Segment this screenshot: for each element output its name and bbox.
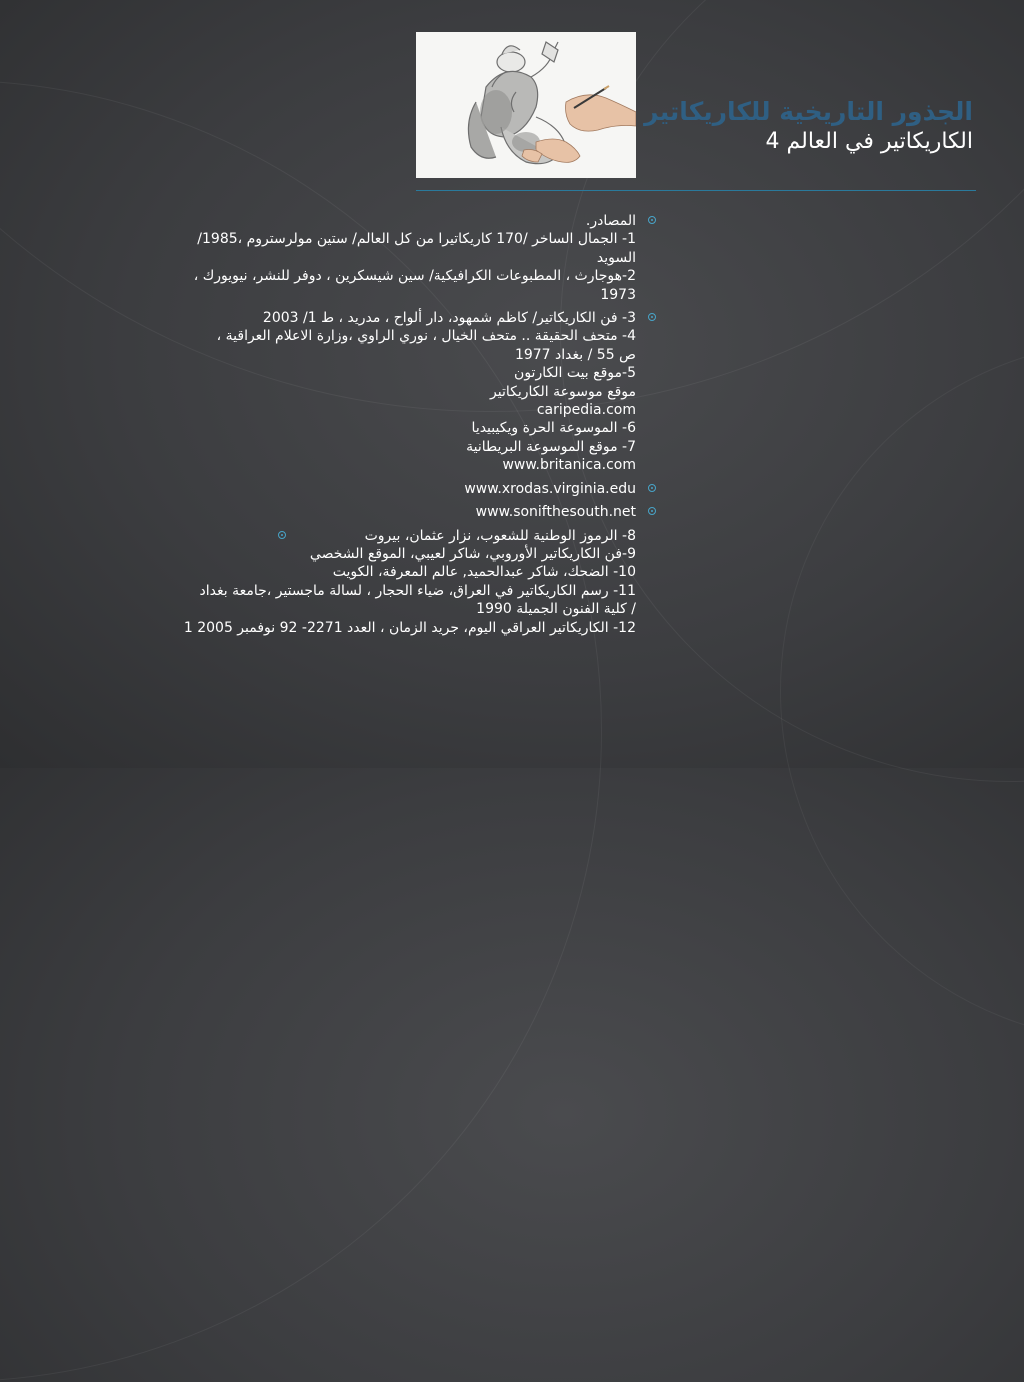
list-item [156,309,656,475]
reference-line: المصادر. [585,213,636,229]
reference-line: 6- الموسوعة الحرة ويكيبيديا [471,420,636,437]
list-item [96,212,656,304]
reference-line: 10- الضحك، شاكر عبدالحميد, عالم المعرفة، الكويت [332,564,636,581]
reference-link[interactable]: www.britanica.com [502,457,636,474]
caricature-image [416,32,636,178]
title-divider [416,190,976,191]
list-item [96,527,656,637]
reference-line: ص 55 / بغداد 1977 [514,346,636,363]
reference-line: / كلية الفنون الجميلة 1990 [476,601,636,618]
reference-line: 8- الرموز الوطنية للشعوب، نزار عثمان، بيروت [364,527,636,544]
reference-link[interactable]: www.sonifthesouth.net [475,504,636,521]
bullet-icon [648,484,656,492]
reference-line: 12- الكاريكاتير العراقي اليوم، جريد الزمان ، العدد 2271- 92 نوفمبر 2005 1 [183,619,636,636]
bullet-icon [648,507,656,515]
reference-line: 5-موقع بيت الكارتون [514,365,636,382]
reference-line: 1- الجمال الساخر /170 كاريكاتيرا من كل العالم/ ستين مولرستروم ،1985/ [197,231,636,248]
reference-line: 9-فن الكاريكاتير الأوروبي، شاكر لعيبي، الموقع الشخصي [309,545,636,562]
reference-link[interactable]: www.xrodas.virginia.edu [464,480,636,497]
slide-header [644,96,973,156]
bullet-icon [648,313,656,321]
reference-line: موقع موسوعة الكاريكاتير [490,383,636,400]
reference-line: 3- فن الكاريكاتير/ كاظم شمهود، دار ألواح ، مدريد ، ط 1/ 2003 [262,310,636,327]
reference-line: 2-هوجارث ، المطبوعات الكرافيكية/ سين شيسكرين ، دوفر للنشر، نيويورك ، [193,268,636,285]
slide-subtitle: الكاريكاتير في العالم 4 [765,129,973,154]
reference-line: 4- متحف الحقيقة .. متحف الخيال ، نوري الراوي ،وزارة الاعلام العراقية ، [216,328,636,345]
references-list [96,212,656,642]
reference-line: 7- موقع الموسوعة البريطانية [466,438,636,455]
reference-line: 11- رسم الكاريكاتير في العراق، ضياء الحجار ، لسالة ماجستير ،جامعة بغداد [199,582,636,599]
list-item [426,503,656,521]
reference-line: السويد [596,249,636,266]
list-item [414,480,656,498]
reference-line: 1973 [600,286,636,303]
bullet-icon [278,531,286,539]
bullet-icon [648,216,656,224]
reference-link[interactable]: caripedia.com [536,402,636,419]
slide-title: الجذور التاريخية للكاريكاتير [644,97,973,126]
